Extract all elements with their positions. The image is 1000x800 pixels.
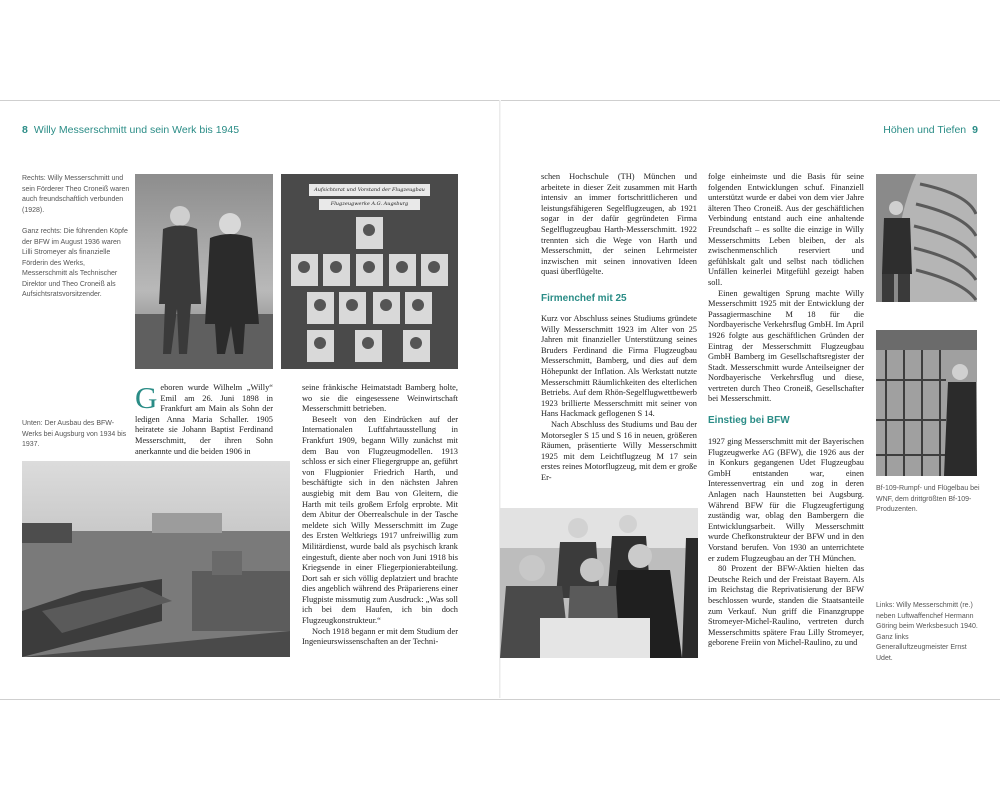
- paragraph: 80 Prozent der BFW-Aktien hielten das Deutsche Reich und der Freistaat Bayern. Als im Reichstag die Reprivatisierung der BFW beschlossen wurde, standen die Staatsanteile zum Verkauf. Nun griff die Finanzgruppe Stromeyer-Michel-Raulino, vertreten durch Messerschmitts spätere Frau Lilly Stromeyer, geborene Freiin von Michel-Raulino, zu und: [708, 564, 864, 648]
- caption-bf109: Bf-109-Rumpf- und Flügelbau bei WNF, dem drittgrößten Bf-109-Produzenten.: [876, 485, 980, 513]
- photo-bfw-factory: [22, 461, 290, 657]
- paragraph: folge einheimste und die Basis für seine folgenden Entwicklungen schuf. Finanziell unterstützt wurde er dabei von dem vier Jahre älteren Theo Croneiß. Aus der geschäftlichen Verbindung entstand auch eine anhaltende Freundschaft – es sollte die einzige in Willy Messerschmitts Leben bleiben, der als zwischenmenschlich reserviert und gefühlskalt galt und selbst nach tödlichen Unfällen keinerlei Mitgefühl gezeigt haben soll.: [708, 172, 864, 287]
- poster-title-line1: Aufsichtsrat und Vorstand der Flugzeugbau: [309, 184, 430, 196]
- caption-rechts: Rechts: Willy Messerschmitt und sein Förderer Theo Croneiß waren auch freundschaftlich verbunden (1928).: [22, 175, 130, 214]
- text-column-4-top: [708, 172, 864, 405]
- text-column-3-top: [541, 172, 697, 278]
- text-column-4-bottom: [708, 437, 864, 649]
- paragraph: Einen gewaltigen Sprung machte Willy Messerschmitt 1925 mit der Entwicklung der Passagiermaschine M 18 für die Nordbayerische Verkehrsflug GmbH. Im April 1926 folgte aus geschäftlichen Gründen der Eintrag der Messerschmitt Flugzeugbau GmbH Bamberg im Gesellschaftsregister der Stadt. Messerschmitt wurde Anteilseigner der Nordbayerische Verkehrsflug und diese, vertreten durch Theo Croneiß, Gesellschafter bei Messerschmitt.: [708, 288, 864, 404]
- photo-messerschmitt-croneiss: [135, 174, 273, 369]
- text-column-2: [302, 383, 458, 648]
- subheading-einstieg: Einstieg bei BFW: [708, 415, 790, 426]
- left-running-title: Willy Messerschmitt und sein Werk bis 1945: [33, 124, 240, 136]
- text-column-3-bottom: [541, 314, 697, 484]
- caption-links: Links: Willy Messerschmitt (re.) neben Luftwaffenchef Hermann Göring beim Werksbesuch 1940. Ganz links Generalluftzeugmeister Ernst Udet.: [876, 602, 978, 662]
- paragraph: Nach Abschluss des Studiums und Bau der Motorsegler S 15 und S 16 in neuen, größeren Räumen, präsentierte Willy Messerschmitt 1925 mit dem Leichtflugzeug M 17 sein erstes reines Motorflugzeug, mit dem er große Er-: [541, 419, 697, 482]
- text-column-1-body: eboren wurde Wilhelm „Willy“ Emil am 26. Juni 1898 in Frankfurt am Main als Sohn der ledigen Anna Maria Schaller. 1905 heiratete sie Johann Baptist Ferdinand Messerschmitt, der ihren Sohn anerkannte und die beiden 1906 in: [135, 383, 273, 456]
- right-running-title: Höhen und Tiefen: [883, 124, 967, 136]
- photo-fuselage-workers: [876, 174, 977, 302]
- paragraph: Kurz vor Abschluss seines Studiums gründete Willy Messerschmitt 1923 im Alter von 25 Jahren mit finanzieller Unterstützung seines Bruders Ferdinand die Firma Flugzeugbau Messerschmitt, Bamberg, und dies auf dem Höhepunkt der Inflation. Als Werkstatt nutzte Messerschmitt Räumlichkeiten des elterlichen Betriebs. Auf dem Rhön-Segelflugwettbewerb 1923 brillierte Messerschmitt mit seiner von Hans Hackmack geflogenen S 14.: [541, 314, 697, 419]
- paragraph: Beseelt von den Eindrücken auf der Internationalen Luftfahrtausstellung in Frankfurt 1909, begann Willy zunächst mit dem Bau von Flugzeugmodellen. 1913 schloss er sich einer Fliegergruppe an, geführt von Flugpionier Friedrich Harth, und beschäftigte sich in den nächsten Jahren ausgiebig mit dem Bau von Gleitern, die Harth mit teils großem Erfolg erprobte. Mit dem Abitur der Oberrealschule in der Tasche meldete sich Willy Messerschmitt im Zuge des Ersten Weltkriegs 1917 unfreiwillig zum Militärdienst, wurde bald als psychisch krank eingestuft, diente aber noch von Juni 1918 bis Kriegsende in einer Fliegerpionierabteilung. Dort sah er sich völlig deplatziert und brachte dies angeblich während des Präparierens einer Flugpiste missmutig zum Ausdruck: „Was soll ich bei dem Haufen, ich bin doch Flugzeugkonstrukteur.“: [302, 414, 458, 626]
- right-page-header: [883, 124, 978, 136]
- paragraph: schen Hochschule (TH) München und arbeitete in dieser Zeit zusammen mit Harth intensiv an immer fortschrittlicheren und leistungsfähigeren Segelflugzeugen, ab 1921 sogar in der dafür gegründeten Firma Segelflugzeugbau Harth-Messerschmitt. 1922 trennten sich die Wege von Harth und Messerschmitt, der seinen Lehrmeister inzwischen mit seinen innovativen Ideen quasi überflügelte.: [541, 172, 697, 277]
- paragraph: 1927 ging Messerschmitt mit der Bayerischen Flugzeugwerke AG (BFW), die 1926 aus der in Konkurs gegangenen Udet Flugzeugbau GmbH entstanden war, einen Interessenvertrag ein und zog in deren Anlagen nach Haunstetten bei Augsburg. Während BFW für die Flugzeugfertigung zuständig war, oblag den Bambergern die Entwicklungsarbeit. Willy Messerschmitt wurde Chefkonstrukteur der BFW und in den Vorstand berufen. Von 1930 an unterrichtete er zudem Flugzeugbau an der TH München.: [708, 437, 864, 563]
- photo-goering-visit: [500, 508, 698, 658]
- text-column-1: [135, 380, 273, 457]
- left-page-number: 8: [22, 124, 28, 136]
- poster-title-line2: Flugzeugwerke A.G. Augsburg: [319, 199, 420, 210]
- paragraph: seine fränkische Heimatstadt Bamberg holte, wo sie die eingesessene Weinwirtschaft Messerschmitt betrieben.: [302, 383, 458, 414]
- photo-wing-assembly: [876, 330, 977, 476]
- left-page-header: [22, 124, 239, 136]
- caption-unten: Unten: Der Ausbau des BFW-Werks bei Augsburg von 1934 bis 1937.: [22, 420, 127, 448]
- paragraph: Noch 1918 begann er mit dem Studium der Ingenieurswissenschaften an der Techni-: [302, 626, 458, 647]
- caption-ganz-rechts: Ganz rechts: Die führenden Köpfe der BFW im August 1936 waren Lilli Stromeyer als finanzielle Förderin des Werks, Messerschmitt als Technischer Direktor und Theo Croneiß als Aufsichtsratsvorsitzender.: [22, 228, 128, 298]
- drop-cap: G: [135, 380, 158, 415]
- subheading-firmenchef: Firmenchef mit 25: [541, 293, 627, 304]
- poster-bfw-board: [281, 174, 458, 369]
- right-page-number: 9: [972, 124, 978, 136]
